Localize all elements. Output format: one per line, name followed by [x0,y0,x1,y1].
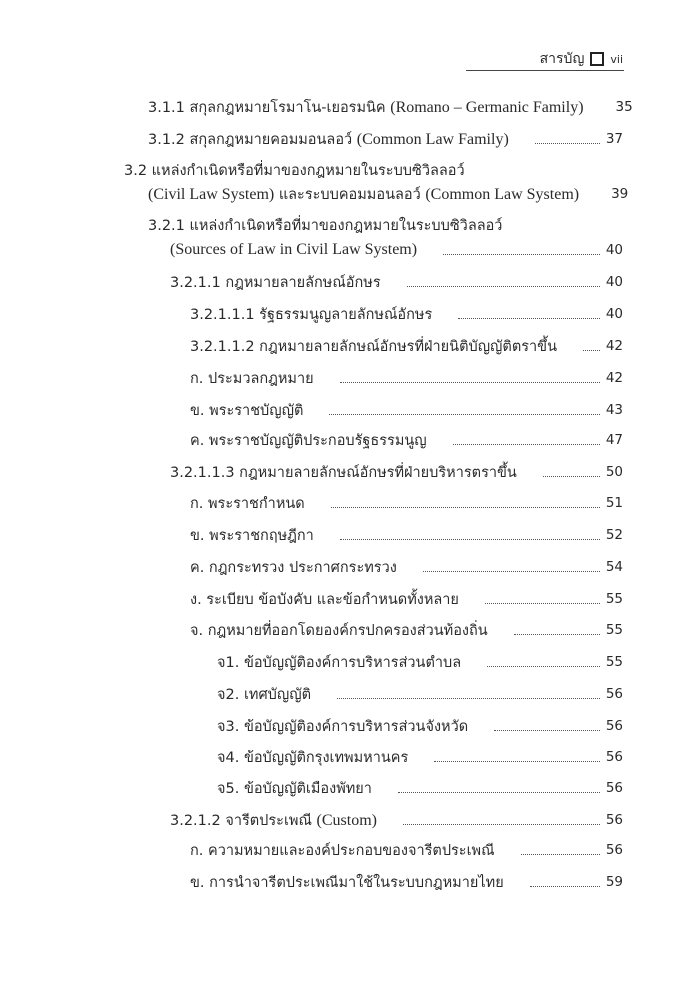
dot-leader [453,444,600,445]
dot-leader [521,854,600,855]
header-page-number: vii [610,52,623,66]
header-rule [466,70,624,71]
toc-entry-page: 52 [605,527,623,543]
toc-entry [190,619,623,641]
toc-entry [217,777,623,799]
toc-entry-page: 59 [605,874,623,890]
toc-entry [170,271,623,293]
toc-entry-title: 3.2.1.2 จารีตประเพณี (Custom) [170,811,377,829]
dot-leader [340,382,600,383]
toc-entry-title: 3.1.2 สกุลกฎหมายคอมมอนลอว์ (Common Law Family) [148,130,509,148]
toc-entry-page: 40 [605,274,623,290]
toc-entry [217,683,623,705]
toc-entry-page: 56 [605,780,623,796]
toc-entry-page: 56 [605,686,623,702]
dot-leader [443,254,600,255]
toc-entry-page: 40 [605,242,623,258]
toc-entry-page: 55 [605,591,623,607]
toc-entry-title: (Civil Law System) และระบบคอมมอนลอว์ (Common Law System) [148,185,580,203]
toc-entry-title: ก. พระราชกำหนด [190,495,305,512]
dot-leader [485,603,600,604]
toc-entry-page: 56 [605,749,623,765]
dot-leader [423,571,600,572]
header-title: สารบัญ [539,51,585,67]
toc-entry [170,461,623,483]
toc-entry-title: ก. ประมวลกฎหมาย [190,370,314,387]
toc-entry-page: 42 [605,338,623,354]
toc-entry [148,214,623,236]
dot-leader [337,698,600,699]
toc-entry [170,809,623,831]
dot-leader [535,143,600,144]
toc-entry [190,524,623,546]
toc-entry-title: จ5. ข้อบัญญัติเมืองพัทยา [217,780,372,797]
toc-entry [217,715,623,737]
toc-entry [190,492,623,514]
toc-entry [190,303,623,325]
square-bullet-icon [590,52,604,66]
toc-entry-title: 3.2.1.1 กฎหมายลายลักษณ์อักษร [170,274,381,291]
dot-leader [487,666,600,667]
toc-entry-page: 56 [605,812,623,828]
dot-leader [340,539,600,540]
toc-entry [217,651,623,673]
toc-entry [148,128,623,150]
toc-entry-page: 35 [615,99,633,115]
dot-leader [514,634,600,635]
toc-entry [148,183,629,205]
toc-entry [190,588,623,610]
toc-entry-title: ค. กฎกระทรวง ประกาศกระทรวง [190,559,397,576]
toc-entry-page: 40 [605,306,623,322]
toc-entry-page: 42 [605,370,623,386]
toc-entry-page: 43 [605,402,623,418]
toc-entry-title: 3.1.1 สกุลกฎหมายโรมาโน-เยอรมนิค (Romano – Germanic Family) [148,98,584,116]
toc-entry-title: ข. การนำจารีตประเพณีมาใช้ในระบบกฎหมายไทย [190,874,504,891]
dot-leader [329,414,599,415]
toc-entry-title: จ4. ข้อบัญญัติกรุงเทพมหานคร [217,749,409,766]
toc-entry [170,239,623,261]
dot-leader [530,886,600,887]
toc-entry-page: 47 [605,432,623,448]
toc-entry [124,159,623,181]
toc-entry [190,429,623,451]
toc-entry-page: 37 [605,131,623,147]
toc-entry [190,399,623,421]
dot-leader [398,792,600,793]
toc-entry [190,556,623,578]
toc-entry-title: 3.2.1.1.1 รัฐธรรมนูญลายลักษณ์อักษร [190,306,433,323]
toc-entry [190,871,623,893]
dot-leader [583,350,600,351]
toc-entry-page: 50 [605,464,623,480]
dot-leader [407,286,600,287]
toc-entry-title: ค. พระราชบัญญัติประกอบรัฐธรรมนูญ [190,432,427,449]
dot-leader [434,761,600,762]
toc-entry-page: 51 [605,495,623,511]
toc-entry-title: จ3. ข้อบัญญัติองค์การบริหารส่วนจังหวัด [217,718,469,735]
toc-entry-title: 3.2.1.1.3 กฎหมายลายลักษณ์อักษรที่ฝ่ายบริหารตราขึ้น [170,464,517,481]
toc-entry [190,335,623,357]
toc-entry-title: ก. ความหมายและองค์ประกอบของจารีตประเพณี [190,842,495,859]
dot-leader [403,824,600,825]
toc-entry-page: 55 [605,622,623,638]
dot-leader [331,507,600,508]
toc-entry-title: 3.2.1 แหล่งกำเนิดหรือที่มาของกฎหมายในระบบซิวิลลอว์ [148,217,503,234]
toc-entry-page: 56 [605,842,623,858]
toc-entry [148,96,633,118]
toc-entry-page: 39 [611,186,629,202]
toc-entry [217,746,623,768]
toc-entry [190,367,623,389]
toc-entry [190,839,623,861]
toc-entry-title: ง. ระเบียบ ข้อบังคับ และข้อกำหนดทั้งหลาย [190,591,459,608]
toc-entry-title: 3.2.1.1.2 กฎหมายลายลักษณ์อักษรที่ฝ่ายนิติบัญญัติตราขึ้น [190,338,557,355]
toc-entry-page: 55 [605,654,623,670]
toc-entry-page: 56 [605,718,623,734]
toc-entry-title: จ1. ข้อบัญญัติองค์การบริหารส่วนตำบล [217,654,462,671]
toc-entry-title: (Sources of Law in Civil Law System) [170,241,418,258]
dot-leader [543,476,600,477]
dot-leader [494,730,600,731]
toc-entry-title: จ2. เทศบัญญัติ [217,686,311,703]
running-header [540,48,623,70]
dot-leader [458,318,600,319]
toc-entry-title: 3.2 แหล่งกำเนิดหรือที่มาของกฎหมายในระบบซิวิลลอว์ [124,162,465,179]
toc-entry-page: 54 [605,559,623,575]
toc-entry-title: ข. พระราชกฤษฎีกา [190,527,314,544]
toc-entry-title: จ. กฎหมายที่ออกโดยองค์กรปกครองส่วนท้องถิ่น [190,622,488,639]
toc-entry-title: ข. พระราชบัญญัติ [190,402,304,419]
